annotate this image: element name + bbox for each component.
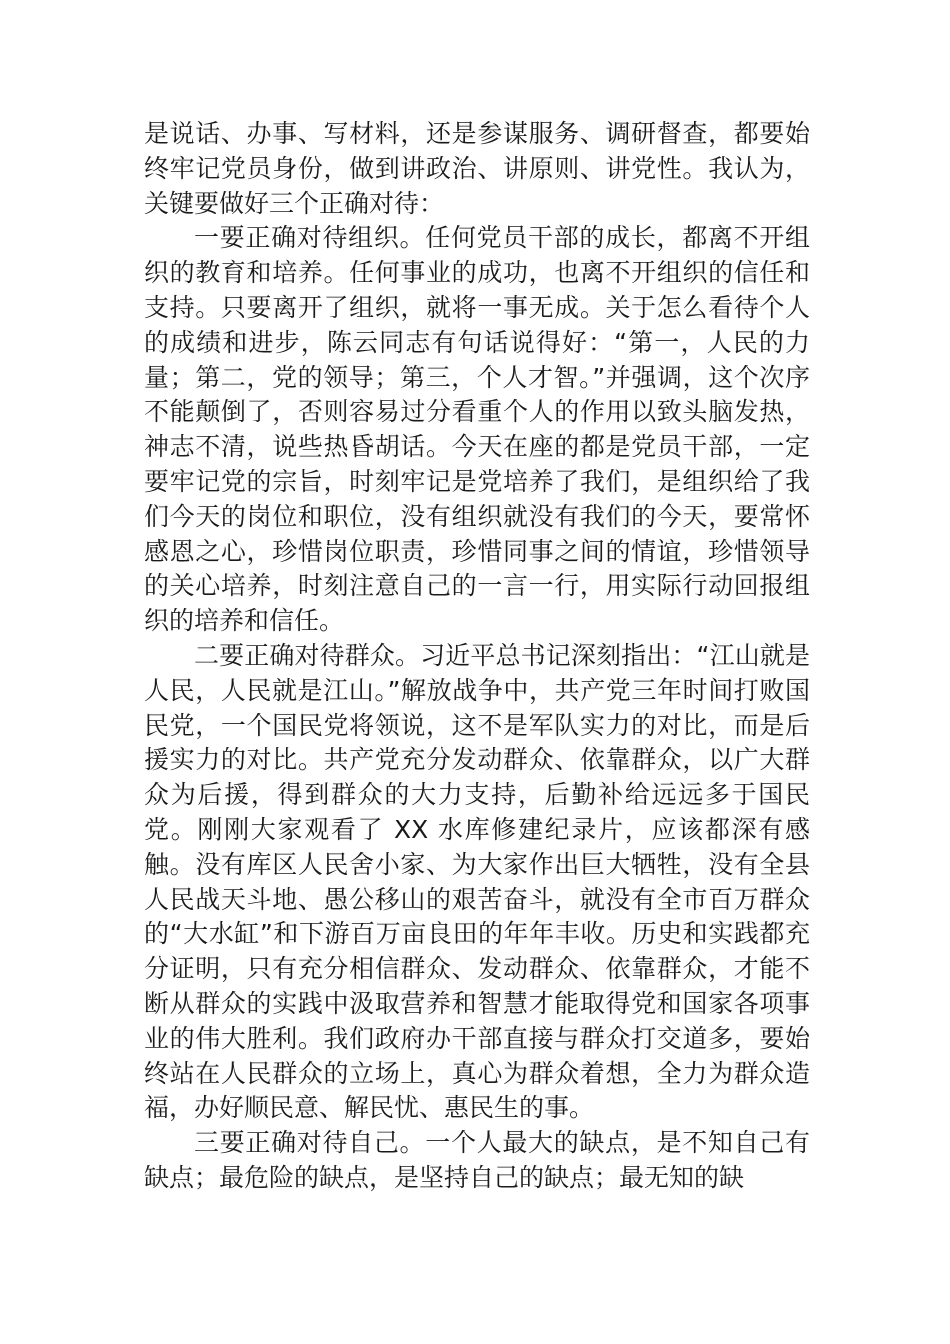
paragraph-organization: 一要正确对待组织。任何党员干部的成长，都离不开组织的教育和培养。任何事业的成功，也离不开组织的信任和支持。只要离开了组织，就将一事无成。关于怎么看待个人的成绩和进步，陈云同志有句话说得好：“第一，人民的力量；第二，党的领导；第三，个人才智。”并强调，这个次序不能颠倒了，否则容易过分看重个人的作用以致头脑发热，神志不清，说些热昏胡话。今天在座的都是党员干部，一定要牢记党的宗旨，时刻牢记是党培养了我们，是组织给了我们今天的岗位和职位，没有组织就没有我们的今天，要常怀感恩之心，珍惜岗位职责，珍惜同事之间的情谊，珍惜领导的关心培养，时刻注意自己的一言一行，用实际行动回报组织的培养和信任。	[144, 223, 810, 636]
body-text	[144, 117, 810, 1196]
paragraph-continuation: 是说话、办事、写材料，还是参谋服务、调研督查，都要始终牢记党员身份，做到讲政治、讲原则、讲党性。我认为，关键要做好三个正确对待：	[144, 119, 810, 218]
paragraph-self: 三要正确对待自己。一个人最大的缺点，是不知自己有缺点；最危险的缺点，是坚持自己的缺点；最无知的缺	[144, 1128, 810, 1192]
paragraph-masses: 二要正确对待群众。习近平总书记深刻指出：“江山就是人民，人民就是江山。”解放战争中，共产党三年时间打败国民党，一个国民党将领说，这不是军队实力的对比，而是后援实力的对比。共产党充分发动群众、依靠群众，以广大群众为后援，得到群众的大力支持，后勤补给远远多于国民党。刚刚大家观看了 XX 水库修建纪录片，应该都深有感触。没有库区人民舍小家、为大家作出巨大牺牲，没有全县人民战天斗地、愚公移山的艰苦奋斗，就没有全市百万群众的“大水缸”和下游百万亩良田的年年丰收。历史和实践都充分证明，只有充分相信群众、发动群众、依靠群众，才能不断从群众的实践中汲取营养和智慧才能取得党和国家各项事业的伟大胜利。我们政府办干部直接与群众打交道多，要始终站在人民群众的立场上，真心为群众着想，全力为群众造福，办好顺民意、解民忧、惠民生的事。	[144, 640, 810, 1123]
